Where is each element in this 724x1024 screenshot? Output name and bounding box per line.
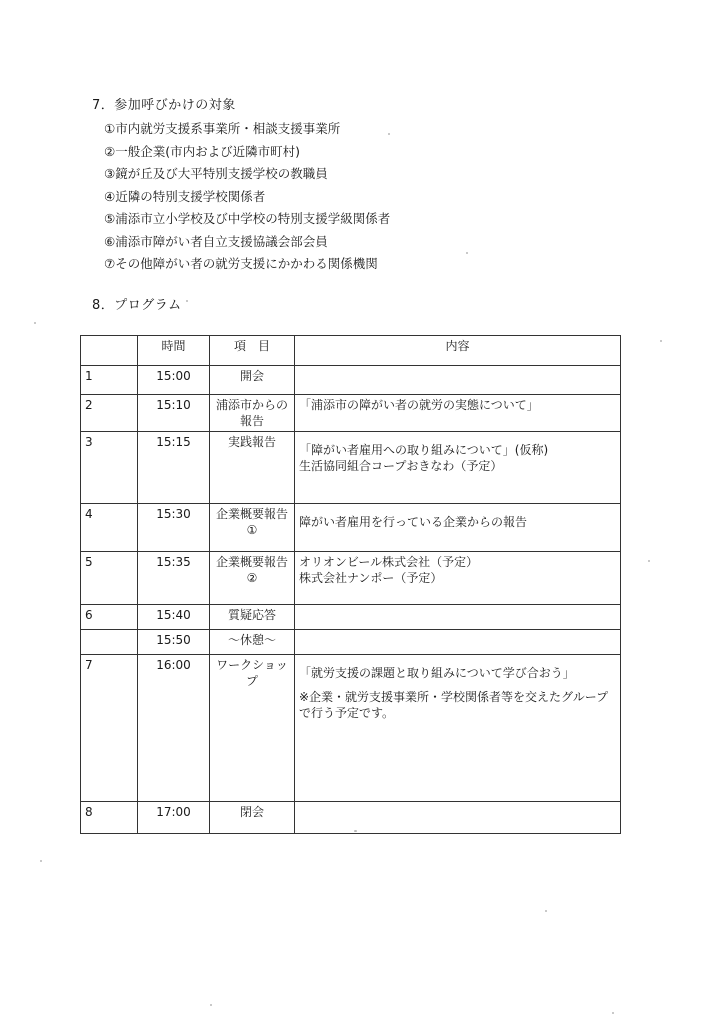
row-time: 17:00 (138, 802, 210, 834)
table-row (81, 605, 621, 630)
row-number: 8 (81, 802, 138, 834)
column-header-content: 内容 (295, 336, 621, 366)
row-item: ～休憩～ (210, 630, 295, 655)
table-row (81, 366, 621, 395)
column-header-no (81, 336, 138, 366)
row-item: 閉会 (210, 802, 295, 834)
row-number: 7 (81, 655, 138, 802)
table-row (81, 552, 621, 605)
content-line: 「浦添市の障がい者の就労の実態について」 (299, 398, 539, 412)
content-line: オリオンビール株式会社（予定） (299, 555, 479, 569)
program-table (80, 335, 621, 834)
table-row (81, 630, 621, 655)
row-number: 5 (81, 552, 138, 605)
row-time: 15:00 (138, 366, 210, 395)
row-number: 4 (81, 504, 138, 552)
table-row (81, 802, 621, 834)
target-list (104, 118, 390, 276)
row-item: 浦添市からの報告 (210, 395, 295, 432)
row-item: 開会 (210, 366, 295, 395)
section-7-heading: 7．参加呼びかけの対象 (92, 98, 236, 113)
table-row (81, 504, 621, 552)
row-item: 質疑応答 (210, 605, 295, 630)
table-row (81, 432, 621, 504)
row-time: 15:50 (138, 630, 210, 655)
column-header-item: 項 目 (210, 336, 295, 366)
row-content (295, 504, 621, 552)
list-item: ④近隣の特別支援学校関係者 (104, 188, 266, 204)
row-content (295, 395, 621, 432)
row-number: 3 (81, 432, 138, 504)
scan-speck (186, 300, 188, 302)
list-item: ⑦その他障がい者の就労支援にかかわる関係機関 (104, 256, 378, 271)
row-item: 実践報告 (210, 432, 295, 504)
row-content (295, 630, 621, 655)
row-number: 1 (81, 366, 138, 395)
row-time: 15:40 (138, 605, 210, 630)
content-line: 「就労支援の課題と取り組みについて学び合おう」 (299, 666, 575, 680)
table-row (81, 395, 621, 432)
list-item: ⑥浦添市障がい者自立支援協議会部会員 (104, 233, 328, 249)
row-content (295, 432, 621, 504)
list-item: ③鏡が丘及び大平特別支援学校の教職員 (104, 166, 328, 181)
row-content (295, 802, 621, 834)
content-line: ※企業・就労支援事業所・学校関係者等を交えたグループで行う予定です。 (299, 690, 609, 720)
scan-speck (612, 1012, 614, 1014)
section-8-heading: 8．プログラム (92, 298, 182, 313)
row-time: 16:00 (138, 655, 210, 802)
scan-speck (40, 860, 42, 862)
row-content (295, 605, 621, 630)
row-content (295, 655, 621, 802)
list-item: ②一般企業(市内および近隣市町村) (104, 143, 300, 159)
row-number: 6 (81, 605, 138, 630)
table-row (81, 655, 621, 802)
row-content (295, 552, 621, 605)
scan-speck (466, 252, 468, 254)
row-item: ワークショップ (210, 655, 295, 802)
row-time: 15:35 (138, 552, 210, 605)
row-time: 15:10 (138, 395, 210, 432)
row-item: 企業概要報告① (210, 504, 295, 552)
list-item: ①市内就労支援系事業所・相談支援事業所 (104, 121, 341, 136)
scan-speck (648, 560, 650, 562)
scan-speck (354, 830, 357, 832)
scan-speck (388, 133, 390, 135)
list-item: ⑤浦添市立小学校及び中学校の特別支援学級関係者 (104, 211, 391, 226)
row-number (81, 630, 138, 655)
table-header-row (81, 336, 621, 366)
content-line: 「障がい者雇用への取り組みについて」(仮称) (299, 443, 549, 457)
scan-speck (210, 1004, 212, 1006)
row-time: 15:15 (138, 432, 210, 504)
row-number: 2 (81, 395, 138, 432)
scan-speck (34, 322, 36, 324)
row-time: 15:30 (138, 504, 210, 552)
content-line: 障がい者雇用を行っている企業からの報告 (299, 515, 528, 529)
row-item: 企業概要報告② (210, 552, 295, 605)
scan-speck (545, 910, 547, 912)
scan-speck (660, 340, 662, 342)
column-header-time: 時間 (138, 336, 210, 366)
content-line: 生活協同組合コープおきなわ（予定） (299, 459, 503, 473)
content-line: 株式会社ナンポー（予定） (299, 571, 443, 585)
row-content (295, 366, 621, 395)
